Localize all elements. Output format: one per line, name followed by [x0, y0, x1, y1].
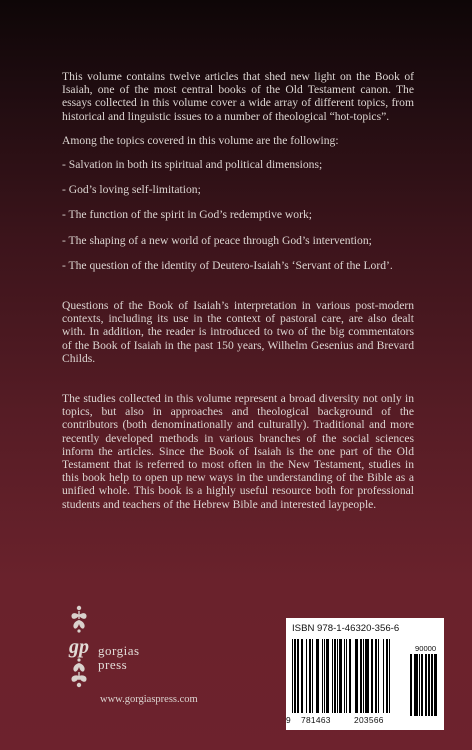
barcode-bar	[334, 639, 335, 713]
barcode-bar	[375, 639, 377, 713]
ornament-icon	[62, 602, 96, 692]
barcode-bar	[312, 639, 313, 713]
barcode-bar	[346, 639, 347, 713]
topic-item: - God’s loving self-limitation;	[62, 183, 201, 197]
barcode-lead-digit: 9	[286, 715, 291, 725]
publisher-name	[98, 644, 148, 672]
barcode-bar	[316, 639, 320, 713]
barcode-digits-right: 203566	[354, 715, 384, 725]
barcode-bar	[378, 639, 379, 713]
barcode-bar	[389, 639, 390, 713]
barcode-bar	[344, 639, 345, 713]
barcode-bar	[363, 639, 364, 713]
barcode-bar	[349, 639, 351, 713]
barcode-bar	[309, 639, 311, 713]
barcode-bar	[297, 639, 299, 713]
barcode-bar	[337, 639, 338, 713]
barcode-bar	[301, 639, 302, 713]
barcode-bar	[322, 639, 323, 713]
topic-item: - The function of the spirit in God’s redemptive work;	[62, 208, 312, 222]
publisher-block	[62, 602, 242, 712]
barcode-bar	[326, 639, 328, 713]
intro-paragraph: This volume contains twelve articles that shed new light on the Book of Isaiah, one of the most central books of the Old Testament canon. The essays collected in this volume cover a wide array of different topics, from historical and linguistic issues to a number of theological “hot-topics”.	[62, 70, 414, 123]
barcode-bar	[419, 654, 420, 716]
isbn-label: ISBN 978-1-46320-356-6	[292, 623, 400, 634]
barcode-bar	[365, 639, 369, 713]
barcode-bar	[339, 639, 341, 713]
barcode-bar	[386, 639, 387, 713]
isbn-barcode	[286, 618, 444, 730]
barcode-bar	[434, 654, 435, 716]
topic-item: - The shaping of a new world of peace through God’s intervention;	[62, 233, 372, 247]
logo-letters: gp	[69, 636, 89, 658]
barcode-bar	[355, 639, 359, 713]
barcode-bar	[360, 639, 361, 713]
barcode-addon-bars	[410, 654, 440, 716]
barcode-bar	[429, 654, 430, 716]
interpretation-paragraph: Questions of the Book of Isaiah’s interpretation in various post-modern contexts, including its use in the context of pastoral care, are also dealt with. In addition, the reader is introduced to two of the big commentators of the Book of Isaiah in the past 150 years, Wilhelm Gesenius and Brevard Childs.	[62, 299, 414, 365]
barcode-bar	[411, 654, 412, 716]
barcode-bar	[422, 654, 423, 716]
price-code: 90000	[415, 644, 437, 653]
studies-paragraph: The studies collected in this volume represent a broad diversity not only in topics, but also in approaches and theological background of the contributors (both denominationally and culturally). Traditional and more recently developed methods in various branches of the social sciences inform the articles. Since the Book of Isaiah is the one part of the Old Testament that is referred to most often in the New Testament, studies in this book help to open up new ways in the understanding of the Bible as a unified whole. This book is a highly useful resource both for professional students and teachers of the Hebrew Bible and interested laypeople.	[62, 392, 414, 511]
back-cover-description	[62, 70, 414, 511]
publisher-name-line-1: gorgias	[98, 643, 140, 658]
barcode-bar	[306, 639, 307, 713]
topic-item: - The question of the identity of Deutero-Isaiah’s ‘Servant of the Lord’.	[62, 258, 393, 272]
publisher-name-line-2: press	[98, 657, 128, 672]
barcode-bar	[324, 639, 325, 713]
topic-item: - Salvation in both its spiritual and political dimensions;	[62, 158, 323, 172]
barcode-bar	[371, 639, 373, 713]
barcode-bars	[292, 639, 406, 713]
barcode-bar	[383, 639, 384, 713]
topics-heading: Among the topics covered in this volume are the following:	[62, 133, 339, 147]
barcode-digits-left: 781463	[301, 715, 331, 725]
publisher-website: www.gorgiaspress.com	[100, 694, 198, 705]
barcode-bar	[435, 654, 436, 716]
barcode-bar	[292, 639, 293, 713]
barcode-bar	[294, 639, 295, 713]
gorgias-press-logo-icon	[62, 602, 96, 692]
barcode-bar	[332, 639, 333, 713]
